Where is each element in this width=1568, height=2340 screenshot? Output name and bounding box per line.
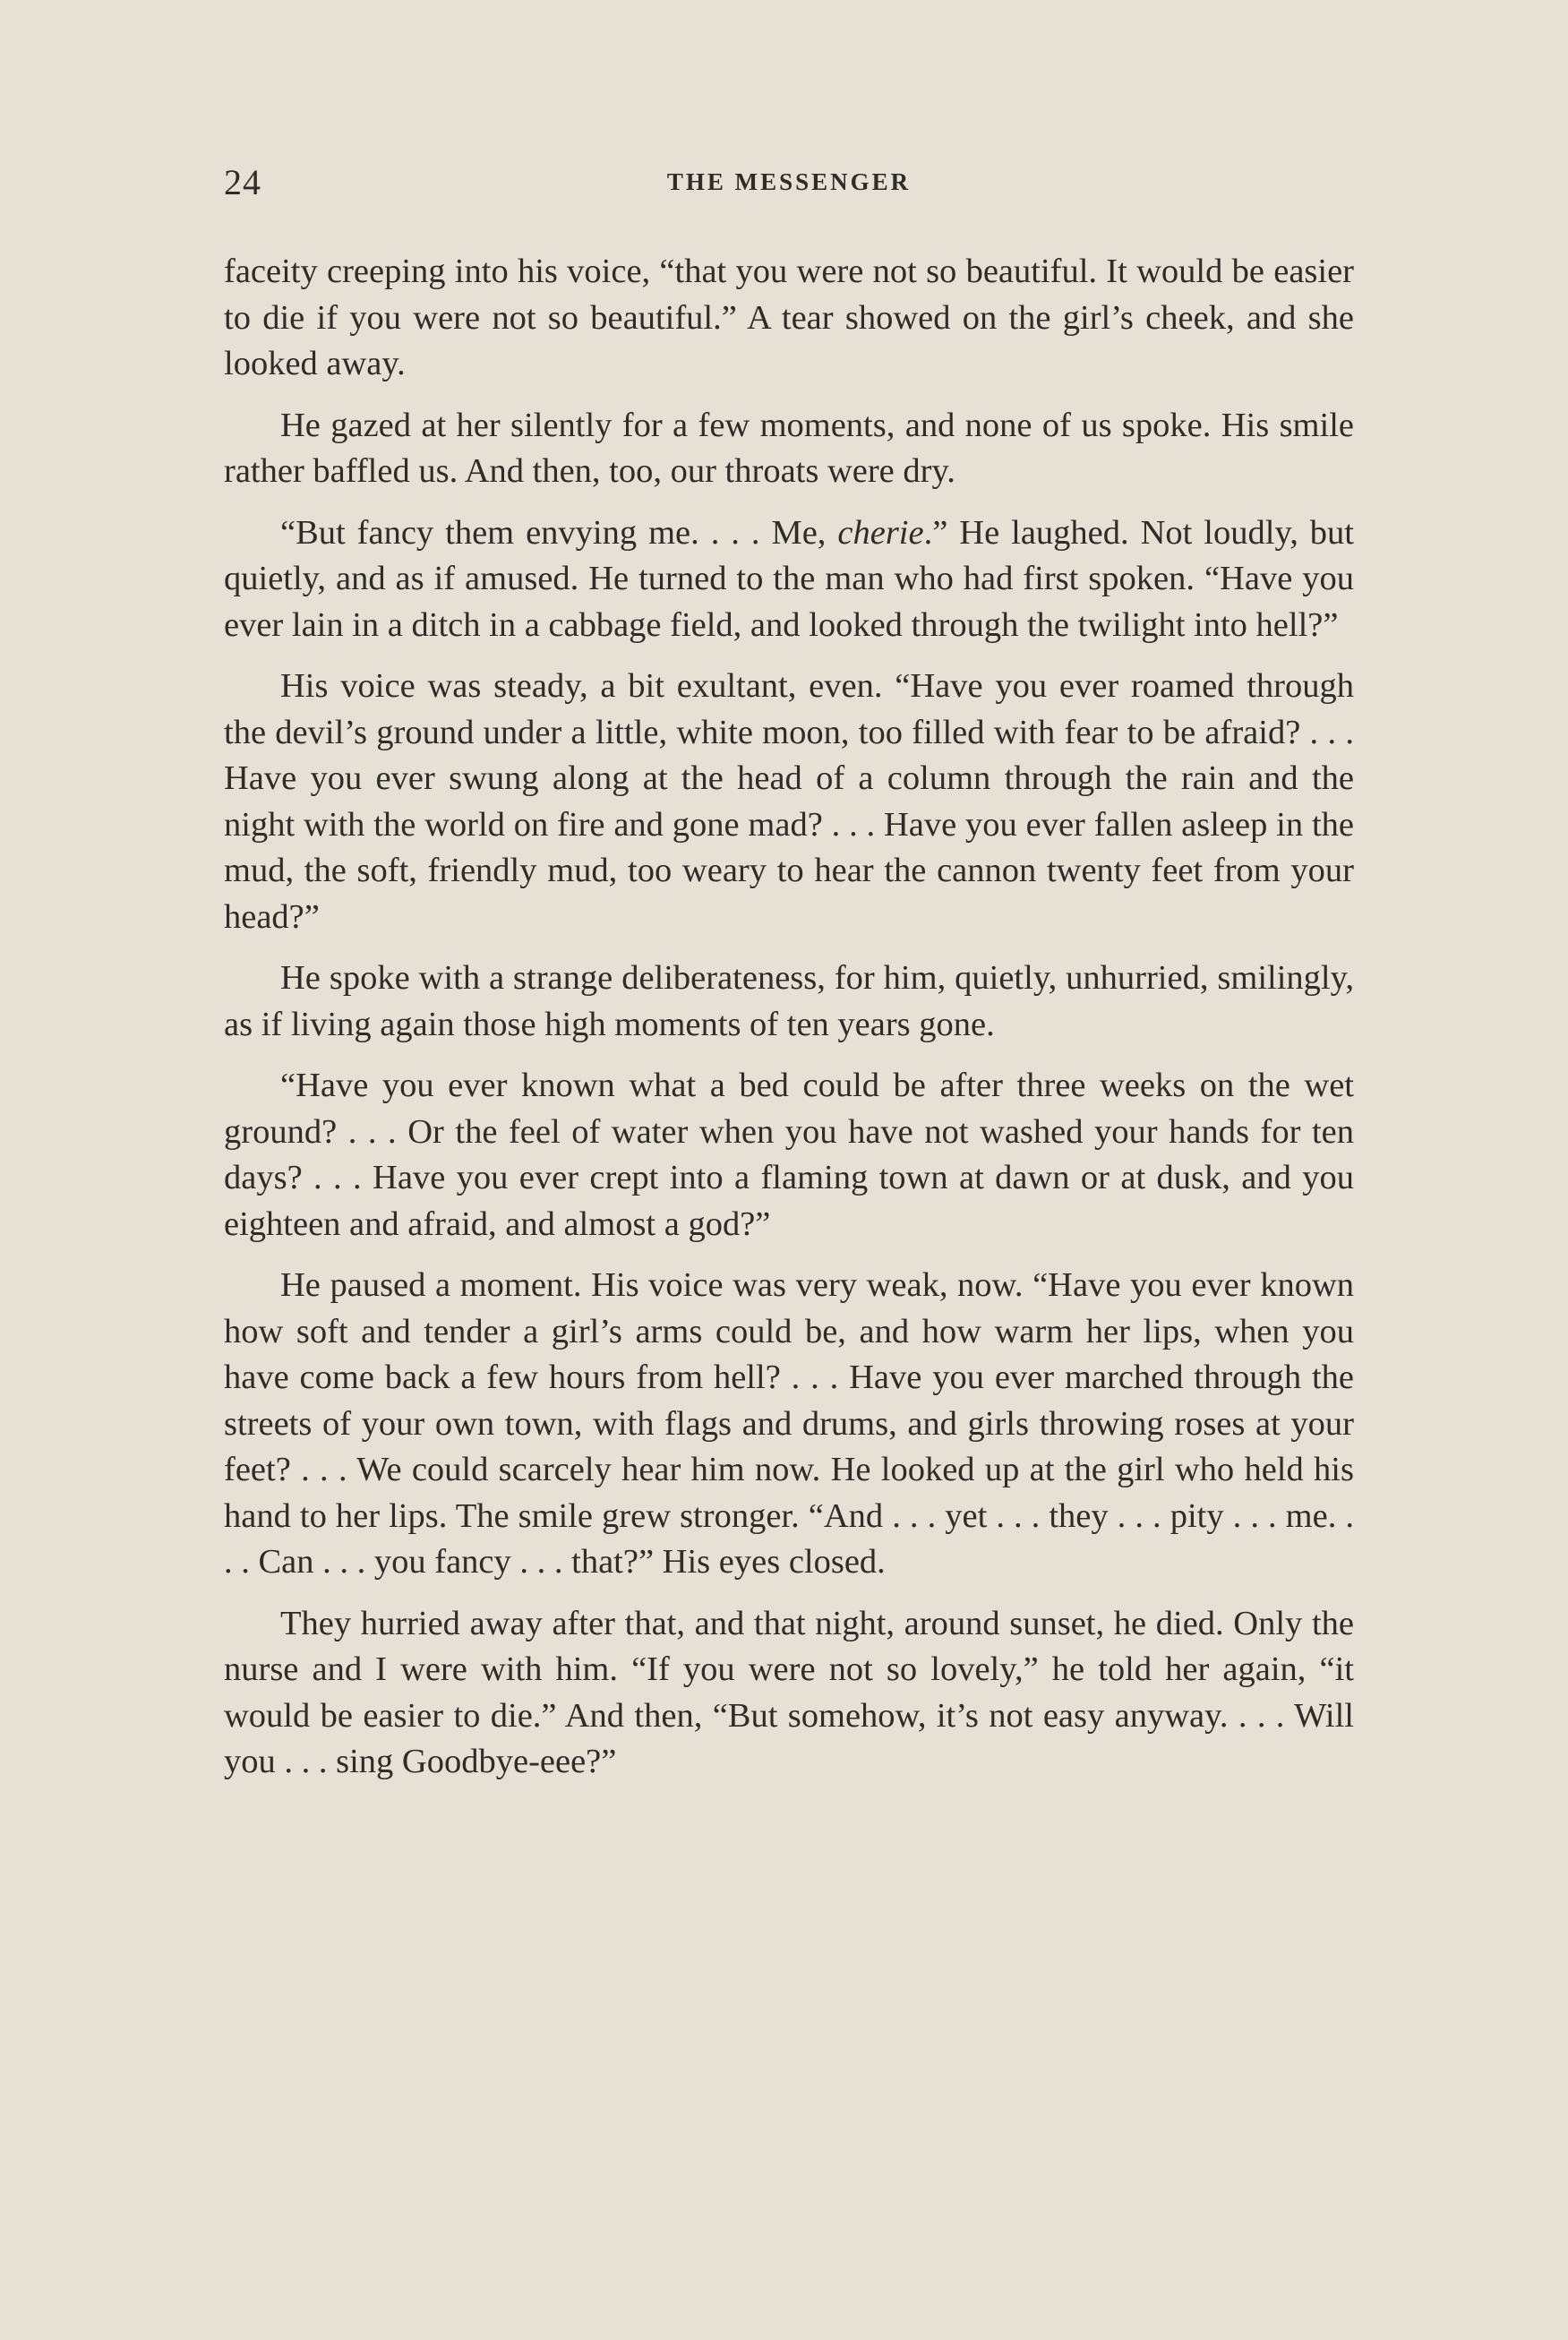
body-text [224,249,1354,1801]
page-number: 24 [224,162,261,202]
paragraph-text: .” He laughed. Not loudly, but quietly, and as if amused. He turned to the man who had first spoken. “Have you ever lain in a ditch in a cabbage field, and looked through the twilight into hell?” [224,513,1354,644]
paragraph-text: “But fancy them envying me. . . . Me, [280,513,838,552]
paragraph: He gazed at her silently for a few moments, and none of us spoke. His smile rather baffled us. And then, too, our throats were dry. [224,406,1354,490]
italic-word: cherie [837,513,924,552]
paragraph [224,510,1354,649]
paragraph: “Have you ever known what a bed could be after three weeks on the wet ground? . . . Or the feel of water when you have not washed your hands for ten days? . . . Have you ever crept into a flaming town at dawn or at dusk, and you eighteen and afraid, and almost a god?” [224,1067,1354,1243]
running-head: THE MESSENGER [666,168,912,195]
paragraph: He paused a moment. His voice was very weak, now. “Have you ever known how soft and tender a girl’s arms could be, and how warm her lips, when you have come back a few hours from hell? . . . Have you ever marched through the streets of your own town, with flags and drums, and girls throwing roses at your feet? . . . We could scarcely hear him now. He looked up at the girl who held his hand to her lips. The smile grew stronger. “And . . . yet . . . they . . . pity . . . me. . . . Can . . . you fancy . . . that?” His eyes closed. [224,1266,1354,1581]
paragraph: He spoke with a strange deliberateness, for him, quietly, unhurried, smilingly, as if living again those high moments of ten years gone. [224,959,1354,1043]
paragraph: His voice was steady, a bit exultant, even. “Have you ever roamed through the devil’s ground under a little, white moon, too filled with fear to be afraid? . . . Have you ever swung along at the head of a column through the rain and the night with the world on fire and gone mad? . . . Have you ever fallen asleep in the mud, the soft, friendly mud, too weary to hear the cannon twenty feet from your head?” [224,667,1354,936]
page-header [224,161,1354,206]
paragraph: They hurried away after that, and that night, around sunset, he died. Only the nurse and I were with him. “If you were not so lovely,” he told her again, “it would be easier to die.” And then, “But somehow, it’s not easy anyway. . . . Will you . . . sing Goodbye-eee?” [224,1604,1354,1780]
paragraph: faceity creeping into his voice, “that you were not so beautiful. It would be easier to die if you were not so beautiful.” A tear showed on the girl’s cheek, and she looked away. [224,253,1354,382]
